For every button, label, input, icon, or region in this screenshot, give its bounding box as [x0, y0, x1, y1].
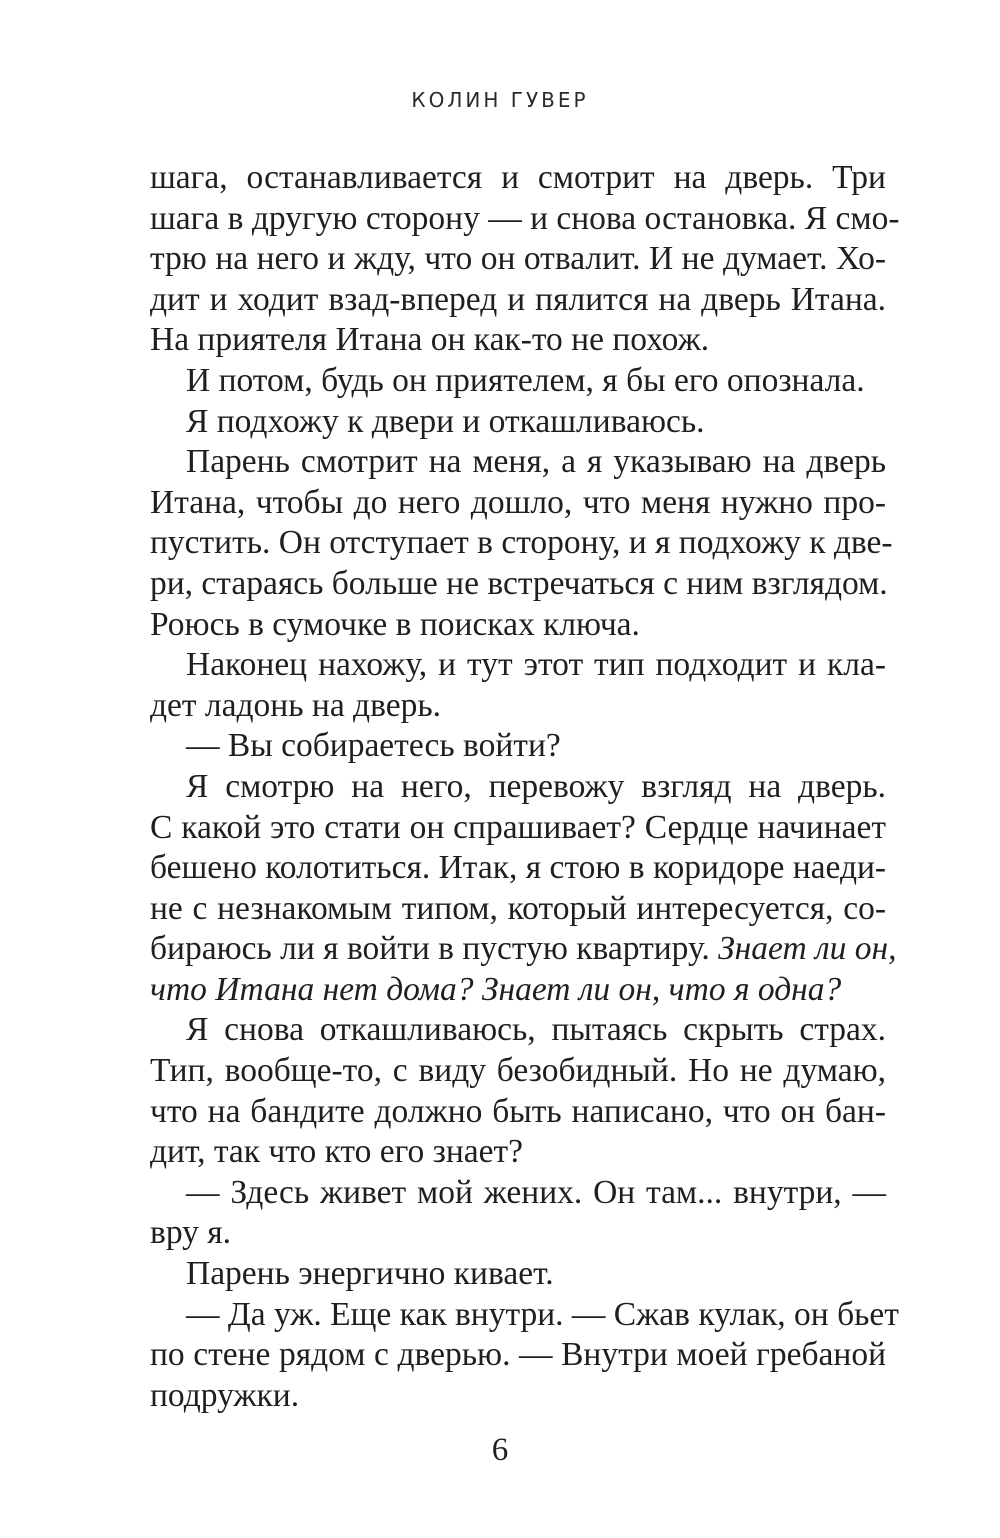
italic-thought: Знает ли он,	[718, 930, 897, 968]
text-line: шага в другую сторону — и снова остановка. Я смо-	[150, 199, 900, 237]
text-line: Наконец нахожу, и тут этот тип подходит и кла-	[186, 646, 886, 684]
text-line: вру я.	[150, 1214, 232, 1252]
text-line: пустить. Он отступает в сторону, и я подхожу к две-	[150, 524, 893, 562]
text-line: — Да уж. Еще как внутри. — Сжав кулак, он бьет	[186, 1295, 899, 1333]
text-line: трю на него и жду, что он отвалит. И не думает. Хо-	[150, 240, 886, 278]
text-line: что на бандите должно быть написано, что он бан-	[150, 1092, 886, 1130]
text-line: Парень смотрит на меня, а я указываю на дверь	[186, 443, 886, 481]
text-line: подружки.	[150, 1376, 300, 1414]
text-line: Я снова откашливаюсь, пытаясь скрыть страх.	[186, 1011, 886, 1049]
page-number: 6	[491, 1432, 509, 1468]
text-line: С какой это стати он спрашивает? Сердце начинает	[150, 808, 886, 846]
text-line: бешено колотиться. Итак, я стою в коридоре наеди-	[150, 849, 887, 887]
text-line: Итана, чтобы до него дошло, что меня нужно про-	[150, 483, 886, 521]
text-segment: бираюсь ли я войти в пустую квартиру.	[150, 930, 710, 968]
text-line: дит и ходит взад-вперед и пялится на дверь Итана.	[150, 280, 886, 318]
text-line: Тип, вообще-то, с виду безобидный. Но не думаю,	[150, 1052, 886, 1090]
italic-thought: что Итана нет дома? Знает ли он, что я одна?	[150, 970, 842, 1008]
text-line: дет ладонь на дверь.	[150, 686, 441, 724]
text-line: Роюсь в сумочке в поисках ключа.	[150, 605, 640, 643]
text-line: шага, останавливается и смотрит на дверь. Три	[150, 159, 886, 196]
text-line: по стене рядом с дверью. — Внутри моей гребаной	[150, 1336, 886, 1374]
text-line: Я подхожу к двери и откашливаюсь.	[186, 402, 705, 440]
text-line: — Здесь живет мой жених. Он там... внутри, —	[186, 1173, 886, 1211]
text-line: ри, стараясь больше не встречаться с ним взглядом.	[150, 564, 888, 602]
text-line-italic	[150, 970, 886, 1011]
text-line: дит, так что кто его знает?	[150, 1133, 524, 1171]
body-text	[150, 158, 900, 1416]
text-line: И потом, будь он приятелем, я бы его опознала.	[186, 361, 865, 399]
text-line: На приятеля Итана он как-то не похож.	[150, 321, 710, 359]
text-line: не с незнакомым типом, который интересуется, со-	[150, 889, 886, 927]
running-header: КОЛИН ГУВЕР	[411, 88, 589, 112]
text-line: Я смотрю на него, перевожу взгляд на дверь.	[186, 767, 886, 805]
text-line-mixed	[150, 929, 897, 970]
text-line: — Вы собираетесь войти?	[186, 727, 561, 765]
text-line: Парень энергично кивает.	[186, 1255, 554, 1293]
